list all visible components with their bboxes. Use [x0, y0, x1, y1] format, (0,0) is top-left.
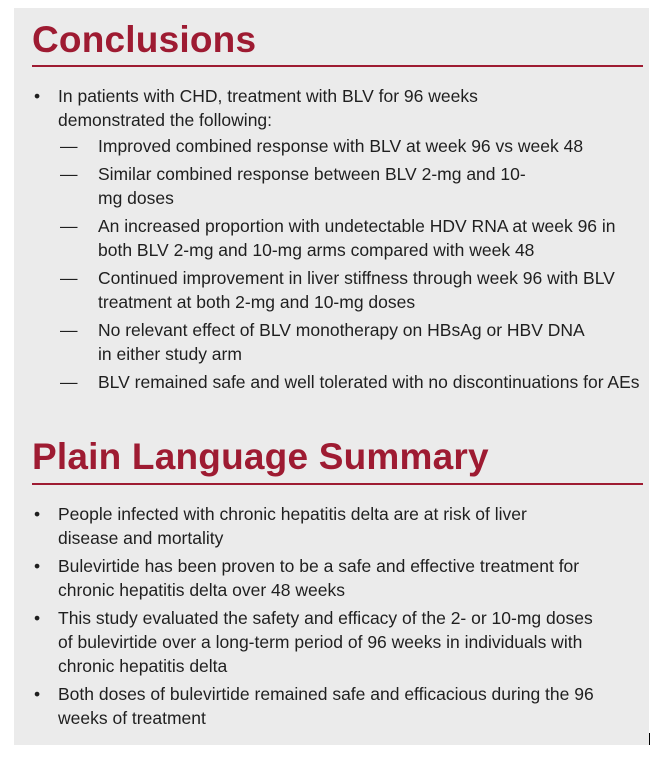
summary-list: [32, 502, 643, 734]
dash-icon: —: [60, 372, 78, 392]
dash-icon: —: [60, 136, 78, 156]
dash-icon: —: [60, 216, 78, 236]
dash-icon: —: [60, 164, 78, 184]
summary-heading: Plain Language Summary: [32, 436, 489, 477]
finding-text: No relevant effect of BLV monotherapy on HBsAg or HBV DNA in either study arm: [98, 320, 584, 364]
conclusions-list: [32, 84, 643, 132]
finding-item: [32, 318, 643, 366]
dash-icon: —: [60, 320, 78, 340]
conclusions-divider: [32, 65, 643, 67]
conclusions-heading: Conclusions: [32, 19, 257, 60]
summary-item-text: This study evaluated the safety and efficacy of the 2- or 10-mg doses of bulevirtide over a long-term period of 96 weeks in individuals with chronic hepatitis delta: [58, 608, 593, 676]
finding-text: Continued improvement in liver stiffness through week 96 with BLV treatment at both 2-mg and 10-mg doses: [98, 268, 615, 312]
content-panel: [14, 8, 649, 745]
conclusions-intro-item: [32, 84, 643, 132]
bullet-icon: •: [34, 608, 41, 628]
finding-item: [32, 214, 643, 262]
finding-text: Similar combined response between BLV 2-mg and 10-mg doses: [98, 164, 526, 208]
finding-item: [32, 370, 643, 394]
summary-item: [32, 502, 643, 550]
summary-item: [32, 682, 643, 730]
finding-item: [32, 162, 643, 210]
finding-text: An increased proportion with undetectable HDV RNA at week 96 in both BLV 2-mg and 10-mg arms compared with week 48: [98, 216, 616, 260]
dash-icon: —: [60, 268, 78, 288]
finding-item: [32, 134, 643, 158]
bullet-icon: •: [34, 504, 41, 524]
bullet-icon: •: [34, 684, 41, 704]
summary-item-text: People infected with chronic hepatitis delta are at risk of liver disease and mortality: [58, 504, 527, 548]
summary-divider: [32, 483, 643, 485]
bullet-icon: •: [34, 556, 41, 576]
finding-text: Improved combined response with BLV at week 96 vs week 48: [98, 136, 584, 156]
finding-text: BLV remained safe and well tolerated with no discontinuations for AEs: [98, 372, 640, 392]
finding-item: [32, 266, 643, 314]
findings-list: [32, 134, 643, 398]
text-cursor: [649, 733, 650, 745]
conclusions-intro-text: In patients with CHD, treatment with BLV for 96 weeks demonstrated the following:: [58, 86, 478, 130]
summary-item: [32, 606, 643, 678]
bullet-icon: •: [34, 86, 41, 106]
summary-item: [32, 554, 643, 602]
summary-item-text: Both doses of bulevirtide remained safe and efficacious during the 96 weeks of treatment: [58, 684, 594, 728]
summary-item-text: Bulevirtide has been proven to be a safe and effective treatment for chronic hepatitis delta over 48 weeks: [58, 556, 580, 600]
